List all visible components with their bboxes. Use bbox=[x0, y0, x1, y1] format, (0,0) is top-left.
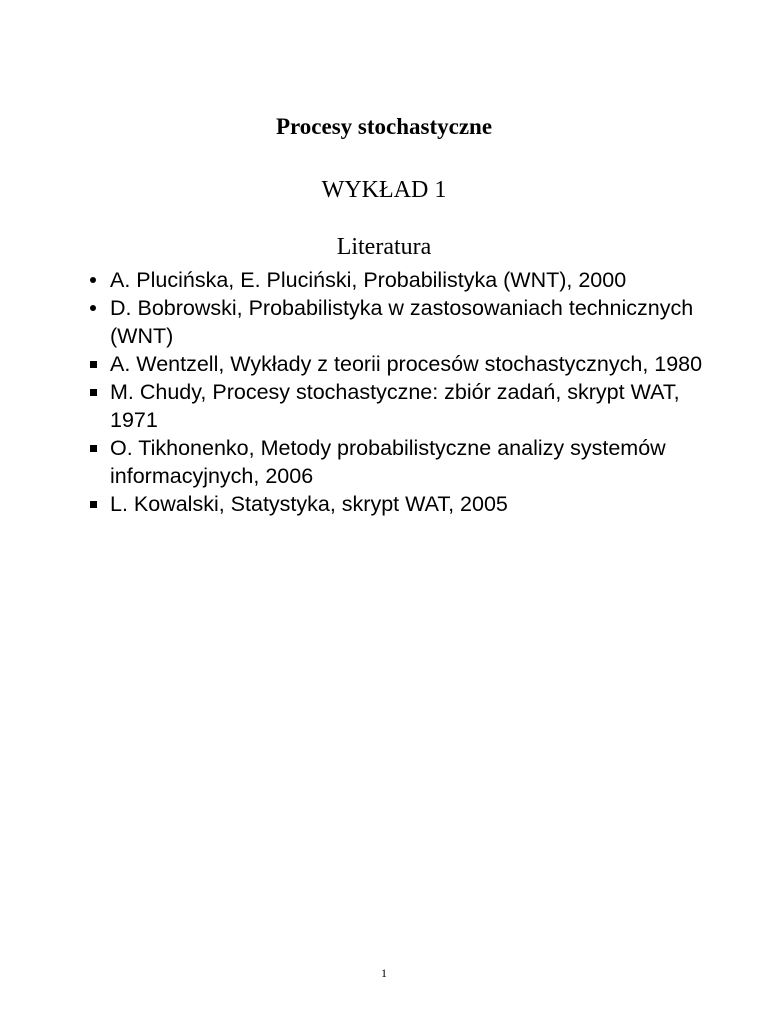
reference-text: A. Plucińska, E. Pluciński, Probabilistyka (WNT), 2000 bbox=[110, 268, 627, 292]
reference-item bbox=[86, 266, 706, 294]
page-number: 1 bbox=[381, 966, 387, 980]
reference-list bbox=[86, 266, 706, 518]
square-bullet-icon bbox=[86, 490, 106, 518]
lecture-heading: WYKŁAD 1 bbox=[321, 177, 447, 203]
reference-text: O. Tikhonenko, Metody probabilistyczne analizy systemów informacyjnych, 2006 bbox=[110, 436, 666, 488]
reference-text: L. Kowalski, Statystyka, skrypt WAT, 2005 bbox=[110, 492, 508, 516]
reference-text: M. Chudy, Procesy stochastyczne: zbiór zadań, skrypt WAT, 1971 bbox=[110, 380, 680, 432]
reference-item bbox=[86, 434, 706, 490]
square-bullet-icon bbox=[86, 350, 106, 378]
reference-text: D. Bobrowski, Probabilistyka w zastosowaniach technicznych (WNT) bbox=[110, 296, 694, 348]
square-bullet-icon bbox=[86, 434, 106, 462]
literature-heading: Literatura bbox=[336, 234, 432, 260]
reference-item bbox=[86, 350, 706, 378]
dot-bullet-icon bbox=[86, 266, 106, 294]
document-title: Procesy stochastyczne bbox=[275, 114, 493, 139]
reference-text: A. Wentzell, Wykłady z teorii procesów stochastycznych, 1980 bbox=[110, 352, 703, 376]
reference-item bbox=[86, 378, 706, 434]
square-bullet-icon bbox=[86, 378, 106, 406]
reference-item bbox=[86, 490, 706, 518]
dot-bullet-icon bbox=[86, 294, 106, 322]
reference-item bbox=[86, 294, 706, 350]
